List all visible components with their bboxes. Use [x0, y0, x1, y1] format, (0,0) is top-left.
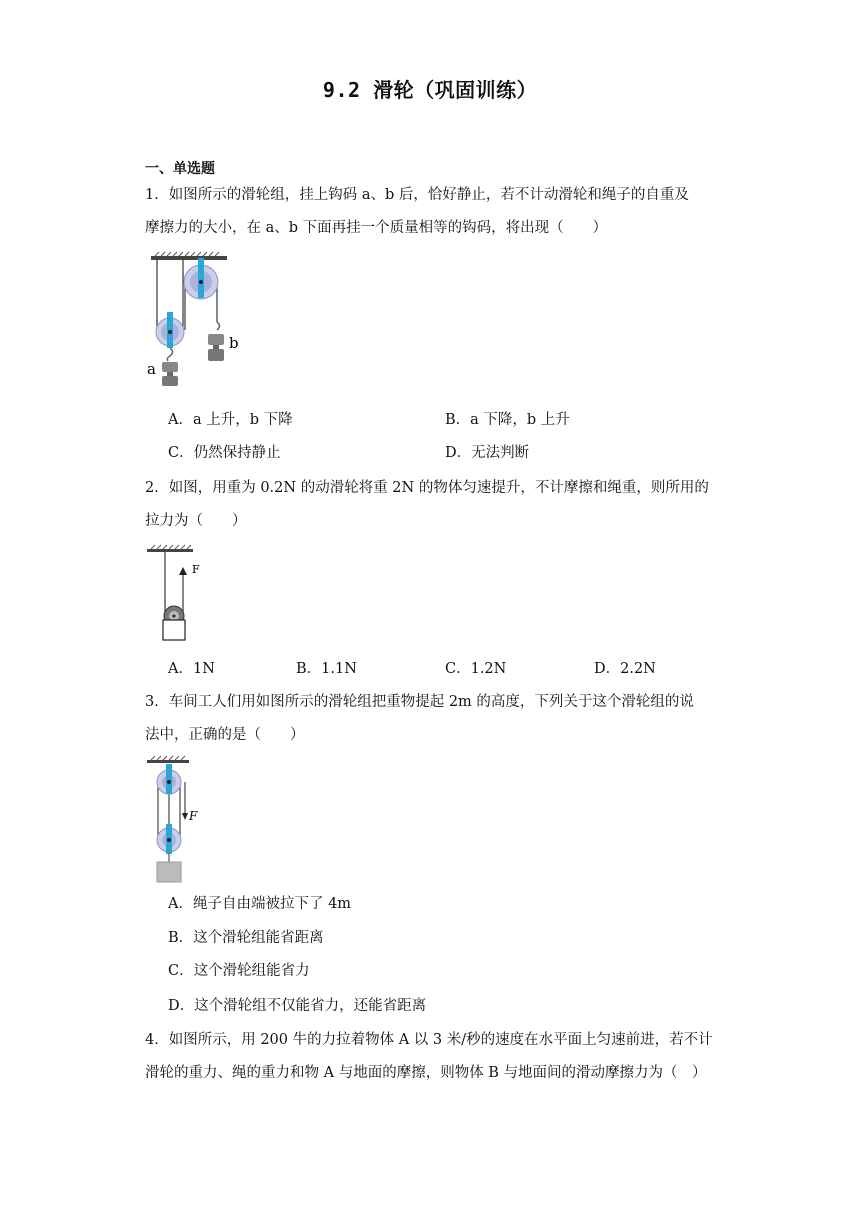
label-b: b — [229, 334, 239, 352]
arrow-up-icon — [179, 567, 187, 575]
weight-b — [208, 322, 224, 361]
question-1-option-a[interactable]: A．a 上升，b 下降 — [168, 412, 293, 428]
ceiling-bar — [151, 256, 227, 260]
label-f: F — [189, 809, 198, 823]
question-1-pulley-figure — [145, 252, 255, 397]
question-3-option-b[interactable]: B．这个滑轮组能省距离 — [168, 930, 324, 946]
arrow-down-icon — [182, 813, 188, 820]
question-1-option-d[interactable]: D．无法判断 — [445, 445, 530, 461]
question-1-option-c[interactable]: C．仍然保持静止 — [168, 445, 281, 461]
fixed-pulley — [157, 764, 181, 794]
question-1-option-b[interactable]: B．a 下降，b 上升 — [445, 412, 570, 428]
question-2-text-line-1: 2．如图，用重为 0.2N 的动滑轮将重 2N 的物体匀速提升，不计摩擦和绳重，则所用的 — [145, 480, 709, 496]
page-title: 9.2 滑轮（巩固训练） — [322, 78, 538, 102]
question-2-option-d[interactable]: D．2.2N — [594, 661, 656, 677]
question-3-text-line-1: 3．车间工人们用如图所示的滑轮组把重物提起 2m 的高度，下列关于这个滑轮组的说 — [145, 694, 694, 710]
movable-pulley — [156, 312, 184, 348]
load-box — [163, 620, 185, 640]
question-4-text-line-1: 4．如图所示，用 200 牛的力拉着物体 A 以 3 米/秒的速度在水平面上匀速前进，若不计 — [145, 1032, 713, 1048]
ceiling-bar — [147, 549, 193, 552]
question-3-pulley-figure — [145, 756, 215, 886]
question-1-text-line-1: 1．如图所示的滑轮组，挂上钩码 a、b 后，恰好静止，若不计动滑轮和绳子的自重及 — [145, 187, 689, 203]
question-3-option-d[interactable]: D．这个滑轮组不仅能省力，还能省距离 — [168, 998, 427, 1014]
section-heading: 一、单选题 — [145, 161, 215, 177]
label-f: F — [192, 563, 200, 576]
load-box — [157, 862, 181, 882]
question-2-text-line-2: 拉力为（ ） — [145, 513, 247, 529]
question-3-option-a[interactable]: A．绳子自由端被拉下了 4m — [168, 896, 352, 912]
question-2-option-a[interactable]: A．1N — [168, 661, 215, 677]
fixed-pulley — [184, 258, 218, 299]
ceiling-bar — [147, 760, 189, 763]
question-2-pulley-figure — [145, 545, 215, 645]
label-a: a — [147, 360, 156, 378]
weight-a — [162, 348, 178, 386]
question-2-option-c[interactable]: C．1.2N — [445, 661, 507, 677]
question-3-option-c[interactable]: C．这个滑轮组能省力 — [168, 963, 310, 979]
movable-pulley — [157, 824, 181, 854]
question-3-text-line-2: 法中，正确的是（ ） — [145, 727, 305, 743]
question-4-text-line-2: 滑轮的重力、绳的重力和物 A 与地面的摩擦，则物体 B 与地面间的滑动摩擦力为（ ） — [145, 1065, 707, 1081]
question-1-text-line-2: 摩擦力的大小，在 a、b 下面再挂一个质量相等的钩码，将出现（ ） — [145, 220, 608, 236]
question-2-option-b[interactable]: B．1.1N — [296, 661, 357, 677]
